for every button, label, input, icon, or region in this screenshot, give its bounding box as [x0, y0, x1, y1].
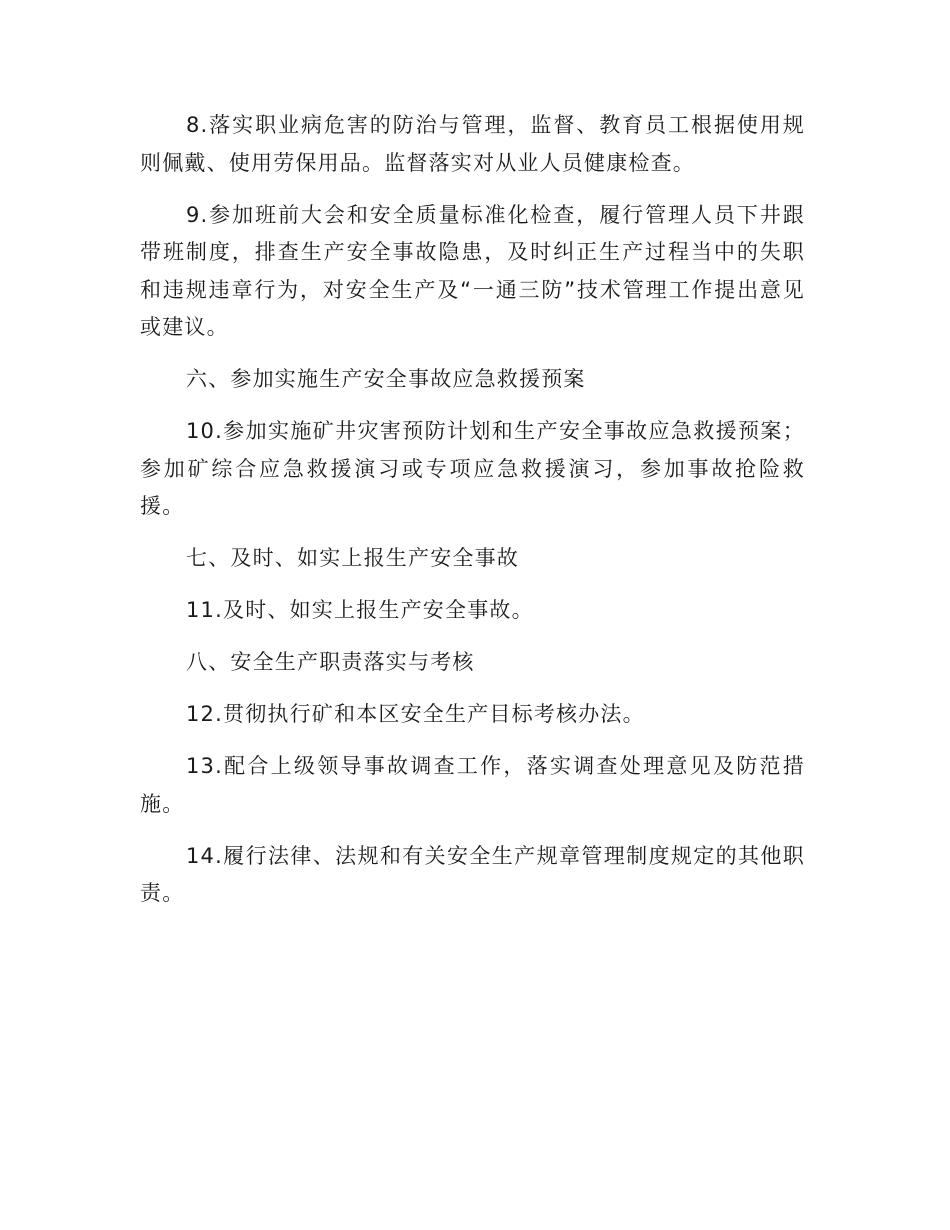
document-body	[140, 107, 805, 927]
section-heading-6: 六、参加实施生产安全事故应急救援预案	[186, 367, 586, 391]
paragraph-item-14: 14.履行法律、法规和有关安全生产规章管理制度规定的其他职责。	[140, 843, 805, 905]
paragraph-item-9: 9.参加班前大会和安全质量标准化检查，履行管理人员下井跟带班制度，排查生产安全事故隐患，及时纠正生产过程当中的失职和违规违章行为，对安全生产及“一通三防”技术管理工作提出意见或建议。	[140, 202, 805, 339]
paragraph-item-8: 8.落实职业病危害的防治与管理，监督、教育员工根据使用规则佩戴、使用劳保用品。监督落实对从业人员健康检查。	[140, 113, 805, 175]
section-heading-8: 八、安全生产职责落实与考核	[186, 650, 475, 674]
paragraph-item-13: 13.配合上级领导事故调查工作，落实调查处理意见及防范措施。	[140, 754, 805, 816]
section-heading-7: 七、及时、如实上报生产安全事故	[186, 546, 519, 570]
paragraph-item-10: 10.参加实施矿井灾害预防计划和生产安全事故应急救援预案；参加矿综合应急救援演习或专项应急救援演习，参加事故抢险救援。	[140, 419, 805, 518]
paragraph-item-11: 11.及时、如实上报生产安全事故。	[186, 598, 534, 622]
paragraph-item-12: 12.贯彻执行矿和本区安全生产目标考核办法。	[186, 702, 645, 726]
